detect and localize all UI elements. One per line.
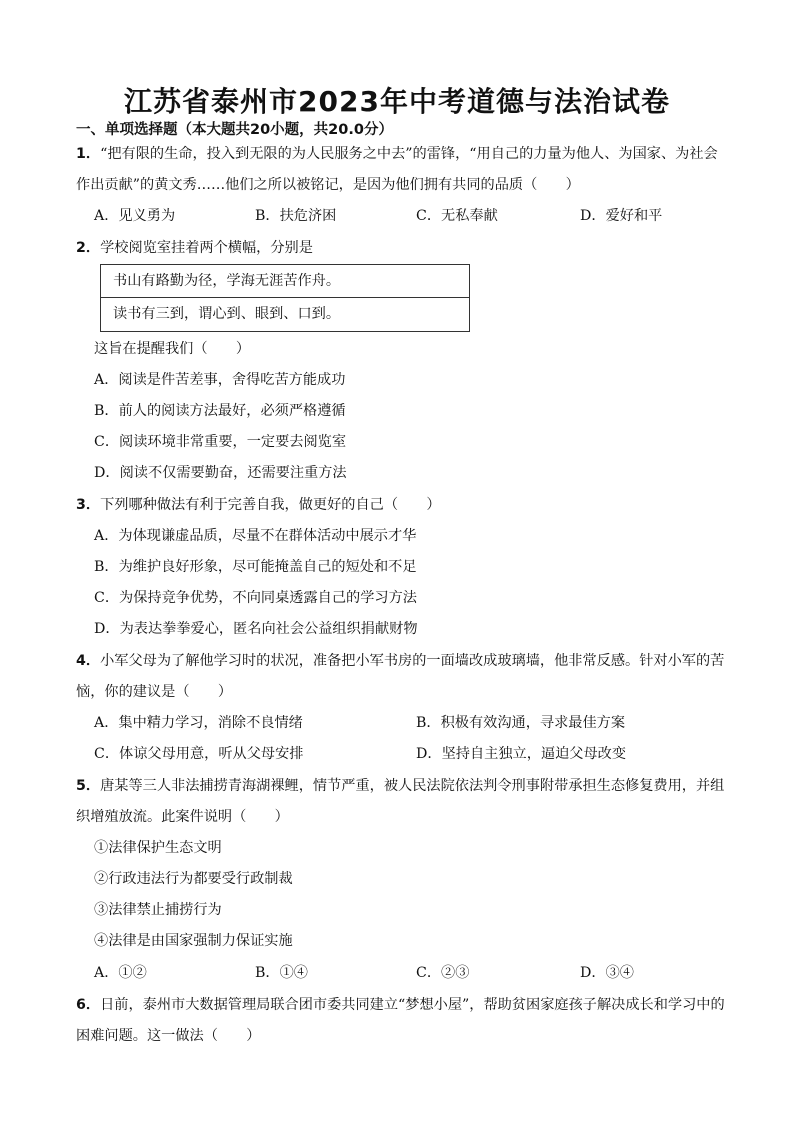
- q1-option-d: D．爱好和平: [580, 208, 663, 224]
- q5-option-c: C．②③: [416, 965, 470, 981]
- q5-item-2: ②行政违法行为都要受行政制裁: [94, 871, 293, 887]
- q6-number: 6．: [76, 997, 101, 1013]
- q5-text: 唐某等三人非法捕捞青海湖裸鲤，情节严重，被人民法院依法判令刑事附带承担生态修复费用，并组: [100, 778, 725, 794]
- q1-line1: [76, 144, 718, 164]
- q1-option-c: C．无私奉献: [416, 208, 498, 224]
- q1-line2: 作出贡献”的黄文秀……他们之所以被铭记，是因为他们拥有共同的品质（ ）: [76, 177, 580, 193]
- q1-option-a: A．见义勇为: [94, 208, 176, 224]
- q2-option-a: A．阅读是件苦差事，舍得吃苦方能成功: [94, 372, 346, 388]
- section-heading: 一、单项选择题（本大题共20小题，共20.0分）: [76, 122, 393, 138]
- banner-2: 读书有三到，谓心到、眼到、口到。: [113, 306, 341, 322]
- banner-table: [100, 264, 470, 332]
- q2-text: 学校阅览室挂着两个横幅，分别是: [100, 240, 313, 256]
- q2-option-b: B．前人的阅读方法最好，必须严格遵循: [94, 403, 346, 419]
- q4-line2: 恼，你的建议是（ ）: [76, 684, 233, 700]
- q4-line1: [76, 651, 724, 671]
- q5-option-d: D．③④: [580, 965, 634, 981]
- q4-number: 4．: [76, 653, 101, 669]
- q5-line2: 织增殖放流。此案件说明（ ）: [76, 809, 289, 825]
- q4-option-c: C．体谅父母用意，听从父母安排: [94, 746, 304, 762]
- q4-option-b: B．积极有效沟通，寻求最佳方案: [416, 715, 626, 731]
- q3-option-a: A．为体现谦虚品质，尽量不在群体活动中展示才华: [94, 528, 417, 544]
- q3-option-b: B．为维护良好形象，尽可能掩盖自己的短处和不足: [94, 559, 417, 575]
- q3-number: 3．: [76, 497, 101, 513]
- q6-line2: 困难问题。这一做法（ ）: [76, 1028, 261, 1044]
- q1-number: 1．: [76, 146, 101, 162]
- q5-number: 5．: [76, 778, 101, 794]
- q3-option-d: D．为表达拳拳爱心，匿名向社会公益组织捐献财物: [94, 621, 418, 637]
- q2-line1: [76, 238, 313, 258]
- q2-stem: 这旨在提醒我们（ ）: [94, 341, 251, 357]
- q5-item-1: ①法律保护生态文明: [94, 840, 222, 856]
- q6-line1: [76, 995, 725, 1015]
- q2-number: 2．: [76, 240, 101, 256]
- q2-option-c: C．阅读环境非常重要，一定要去阅览室: [94, 434, 347, 450]
- q4-option-d: D．坚持自主独立，逼迫父母改变: [416, 746, 627, 762]
- q6-text: 日前，泰州市大数据管理局联合团市委共同建立“梦想小屋”，帮助贫困家庭孩子解决成长和学习中的: [100, 997, 725, 1013]
- q4-text: 小军父母为了解他学习时的状况，准备把小军书房的一面墙改成玻璃墙，他非常反感。针对小军的苦: [100, 653, 725, 669]
- q2-option-d: D．阅读不仅需要勤奋，还需要注重方法: [94, 465, 347, 481]
- banner-1: 书山有路勤为径，学海无涯苦作舟。: [101, 265, 469, 298]
- q5-item-3: ③法律禁止捕捞行为: [94, 902, 222, 918]
- q3-text: 下列哪种做法有利于完善自我，做更好的自己（ ）: [100, 497, 441, 513]
- q4-option-a: A．集中精力学习，消除不良情绪: [94, 715, 303, 731]
- q3-option-c: C．为保持竞争优势，不向同桌透露自己的学习方法: [94, 590, 417, 606]
- q5-option-b: B．①④: [255, 965, 308, 981]
- q1-text: “把有限的生命，投入到无限的为人民服务之中去”的雷锋，“用自己的力量为他人、为国家、为社会: [100, 146, 718, 162]
- q5-item-4: ④法律是由国家强制力保证实施: [94, 933, 293, 949]
- q5-option-a: A．①②: [94, 965, 147, 981]
- exam-title: 江苏省泰州市2023年中考道德与法治试卷: [124, 85, 670, 118]
- q1-option-b: B．扶危济困: [255, 208, 337, 224]
- q5-line1: [76, 776, 724, 796]
- q3-line1: [76, 495, 441, 515]
